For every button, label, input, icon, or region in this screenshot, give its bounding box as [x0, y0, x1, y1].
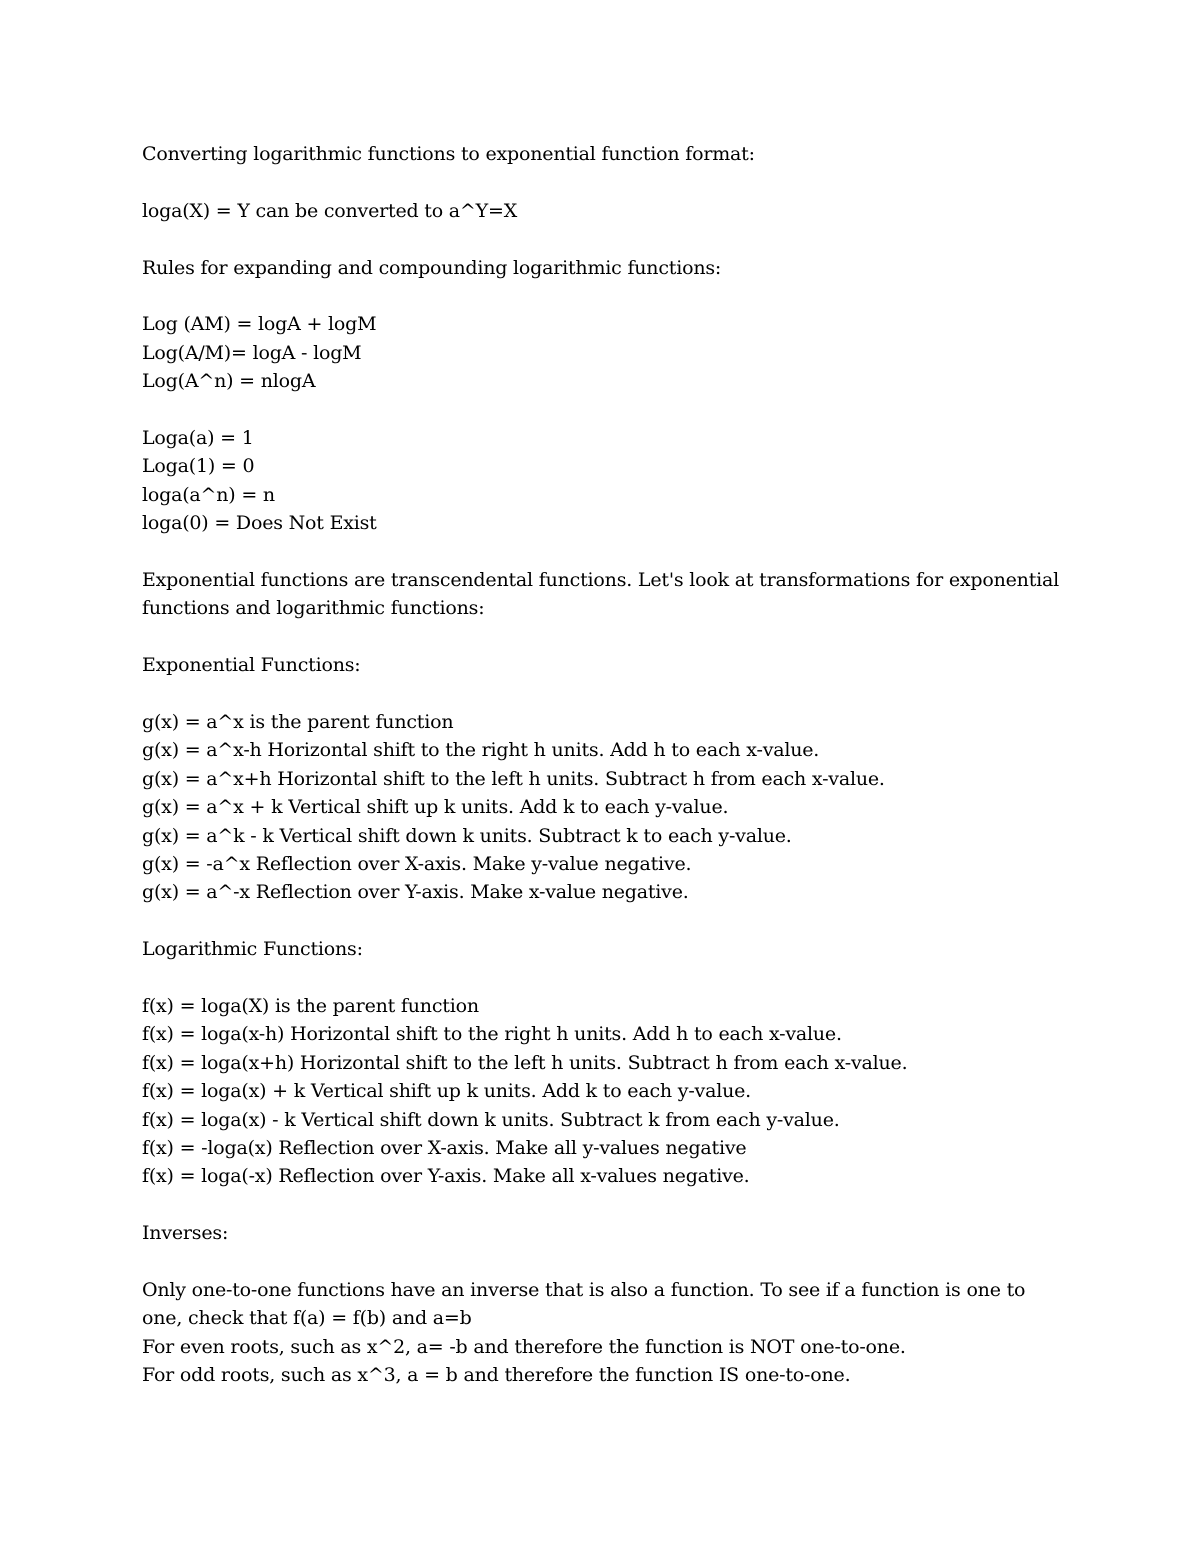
logarithmic-item: f(x) = loga(X) is the parent function [142, 995, 479, 1018]
inverses-odd-roots: For odd roots, such as x^3, a = b and therefore the function IS one-to-one. [142, 1364, 851, 1387]
spacer [142, 168, 1062, 196]
inverses-paragraph: Only one-to-one functions have an inverse that is also a function. To see if a function is one to one, check that f(a) = f(b) and a=b [142, 1279, 1026, 1330]
log-rule: Log(A/M)= logA - logM [142, 341, 362, 364]
spacer [142, 1191, 1062, 1219]
exponential-heading: Exponential Functions: [142, 654, 361, 677]
spacer [142, 623, 1062, 651]
spacer [142, 396, 1062, 424]
spacer [142, 538, 1062, 566]
logarithmic-item: f(x) = loga(x-h) Horizontal shift to the right h units. Add h to each x-value. [142, 1023, 842, 1046]
conversion-heading: Converting logarithmic functions to exponential function format: [142, 143, 755, 165]
log-rule: Log(A^n) = nlogA [142, 370, 316, 393]
logarithmic-item: f(x) = loga(x) + k Vertical shift up k units. Add k to each y-value. [142, 1080, 752, 1103]
spacer [142, 680, 1062, 708]
log-identity: Loga(1) = 0 [142, 455, 255, 478]
exponential-item: g(x) = a^x-h Horizontal shift to the right h units. Add h to each x-value. [142, 739, 820, 762]
inverses-heading: Inverses: [142, 1222, 229, 1245]
log-identity: Loga(a) = 1 [142, 427, 254, 449]
logarithmic-heading: Logarithmic Functions: [142, 938, 363, 961]
log-identity: loga(a^n) = n [142, 483, 275, 506]
logarithmic-item: f(x) = loga(-x) Reflection over Y-axis. Make all x-values negative. [142, 1165, 750, 1188]
logarithmic-item: f(x) = -loga(x) Reflection over X-axis. Make all y-values negative [142, 1137, 747, 1160]
transcendental-paragraph: Exponential functions are transcendental functions. Let's look at transformations for exponential functions and logarithmic functions: [142, 569, 1060, 620]
rules-heading: Rules for expanding and compounding logarithmic functions: [142, 256, 722, 279]
exponential-item: g(x) = a^k - k Vertical shift down k units. Subtract k to each y-value. [142, 824, 792, 847]
exponential-item: g(x) = -a^x Reflection over X-axis. Make y-value negative. [142, 853, 692, 876]
exponential-item: g(x) = a^-x Reflection over Y-axis. Make x-value negative. [142, 881, 689, 904]
spacer [142, 964, 1062, 992]
exponential-item: g(x) = a^x+h Horizontal shift to the left h units. Subtract h from each x-value. [142, 767, 885, 790]
log-rule: Log (AM) = logA + logM [142, 313, 377, 336]
log-identity: loga(0) = Does Not Exist [142, 512, 377, 535]
conversion-rule: loga(X) = Y can be converted to a^Y=X [142, 199, 518, 222]
logarithmic-item: f(x) = loga(x+h) Horizontal shift to the left h units. Subtract h from each x-value. [142, 1051, 908, 1074]
spacer [142, 907, 1062, 935]
document-body [142, 140, 1062, 1390]
exponential-item: g(x) = a^x is the parent function [142, 711, 454, 734]
inverses-even-roots: For even roots, such as x^2, a= -b and therefore the function is NOT one-to-one. [142, 1335, 906, 1358]
spacer [142, 1248, 1062, 1276]
logarithmic-item: f(x) = loga(x) - k Vertical shift down k units. Subtract k from each y-value. [142, 1108, 840, 1131]
spacer [142, 282, 1062, 310]
spacer [142, 225, 1062, 253]
exponential-item: g(x) = a^x + k Vertical shift up k units. Add k to each y-value. [142, 796, 729, 819]
